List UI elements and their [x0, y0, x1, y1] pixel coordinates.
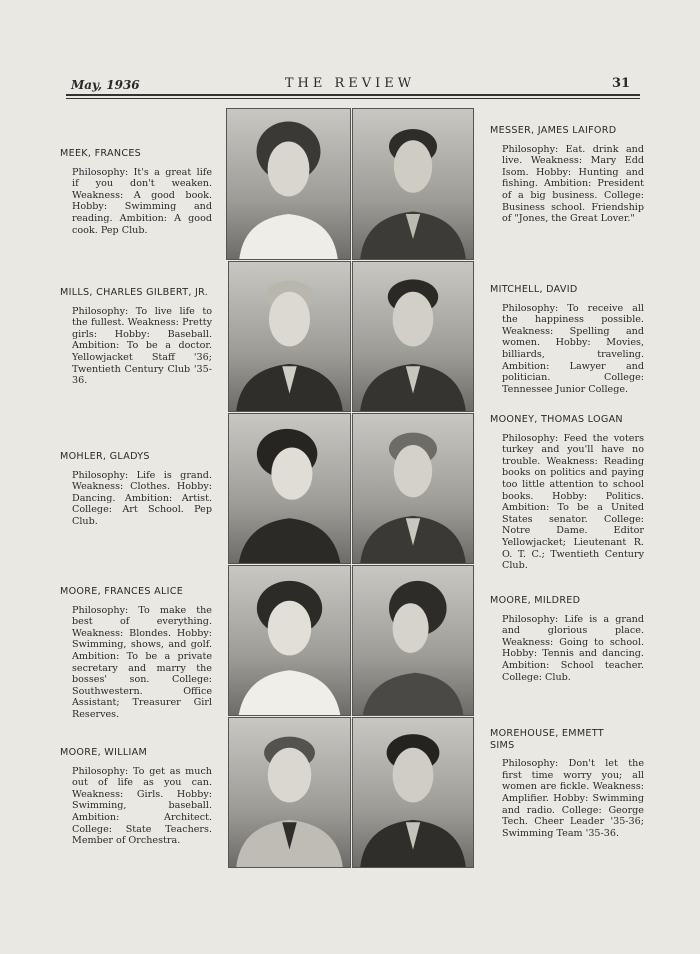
- student-bio: Philosophy: Life is a grand and glorious place. Weakness: Going to school. Hobby: Tennis and dancing. Ambition: School teacher. College: Club.: [502, 613, 644, 683]
- student-entry: [490, 284, 644, 395]
- student-entry: [490, 595, 644, 683]
- portrait-icon: [353, 262, 473, 411]
- student-entry: [60, 747, 212, 847]
- portrait-icon: [229, 414, 350, 563]
- student-entry: [490, 728, 644, 839]
- student-bio: Philosophy: To make the best of everything. Weakness: Blondes. Hobby: Swimming, shows, and golf. Ambition: To be a private secretary and marry the bosses' son. College: Southwestern. Office Assistant; Treasurer Girl Reserves.: [72, 604, 212, 720]
- student-entry: [60, 451, 212, 528]
- student-photo: [226, 108, 351, 260]
- student-bio: Philosophy: To get as much out of life as you can. Weakness: Girls. Hobby: Swimming, baseball. Ambition: Architect. College: State Teachers. Member of Orchestra.: [72, 765, 212, 847]
- student-photo: [228, 717, 351, 868]
- portrait-icon: [229, 718, 350, 867]
- portrait-icon: [353, 109, 473, 259]
- student-name: MEEK, FRANCES: [60, 148, 142, 159]
- student-name: MILLS, CHARLES GILBERT, JR.: [60, 287, 209, 298]
- student-bio: Philosophy: Don't let the first time worry you; all women are fickle. Weakness: Amplifier. Hobby: Swimming and radio. College: George Tech. Cheer Leader '35-36; Swimming Team '35-36.: [502, 758, 644, 839]
- student-name: MOORE, WILLIAM: [60, 747, 148, 758]
- student-photo: [352, 565, 474, 716]
- portrait-icon: [229, 566, 350, 715]
- student-bio: Philosophy: To receive all the happiness possible. Weakness: Spelling and women. Hobby: Movies, billiards, traveling. Ambition: Lawyer and politician. College: Tennessee Junior College.: [502, 302, 644, 395]
- student-entry: [490, 125, 644, 225]
- student-entry: [60, 586, 212, 721]
- student-photo: [352, 261, 474, 412]
- portrait-icon: [353, 414, 473, 563]
- portrait-icon: [227, 109, 350, 259]
- student-photo: [352, 108, 474, 260]
- student-entry: [60, 148, 212, 236]
- student-name: MESSER, JAMES LAIFORD: [490, 125, 617, 136]
- student-bio: Philosophy: Feed the voters turkey and you'll have no trouble. Weakness: Reading books on politics and paying too little attention to school books. Hobby: Politics. Ambition: To be a United States senator. College: Notre Dame. Editor Yellowjacket; Lieutenant R. O. T. C.; Twentieth Century Club.: [502, 432, 644, 572]
- student-name: MOHLER, GLADYS: [60, 451, 150, 462]
- student-bio: Philosophy: To live life to the fullest. Weakness: Pretty girls: Hobby: Baseball. Ambition: To be a doctor. Yellowjacket Staff '36; Twentieth Century Club '35-36.: [72, 305, 212, 387]
- student-name: MOORE, MILDRED: [490, 595, 581, 606]
- student-entry: [60, 287, 212, 387]
- student-name: MOORE, FRANCES ALICE: [60, 586, 184, 597]
- header-rule-thin: [66, 98, 640, 99]
- page-number: 31: [612, 76, 631, 91]
- student-photo: [352, 717, 474, 868]
- portrait-icon: [353, 566, 473, 715]
- student-bio: Philosophy: It's a great life if you don't weaken. Weakness: A good book. Hobby: Swimming and reading. Ambition: A good cook. Pep Club.: [72, 166, 212, 236]
- student-entry: [490, 414, 644, 572]
- student-name: MITCHELL, DAVID: [490, 284, 578, 295]
- issue-date: May, 1936: [71, 78, 140, 92]
- student-bio: Philosophy: Life is grand. Weakness: Clothes. Hobby: Dancing. Ambition: Artist. College: Art School. Pep Club.: [72, 469, 212, 527]
- student-photo: [228, 261, 351, 412]
- header-rule: [66, 94, 640, 96]
- publication-title: THE REVIEW: [284, 76, 416, 91]
- student-photo: [228, 565, 351, 716]
- student-bio: Philosophy: Eat. drink and live. Weakness: Mary Edd Isom. Hobby: Hunting and fishing. Ambition: President of a big business. College: Business school. Friendship of "Jones, the Great Lover.": [502, 143, 644, 225]
- student-photo: [352, 413, 474, 564]
- student-name: MOREHOUSE, EMMETT SIMS: [490, 728, 604, 751]
- student-name: MOONEY, THOMAS LOGAN: [490, 414, 623, 425]
- portrait-icon: [353, 718, 473, 867]
- student-photo: [228, 413, 351, 564]
- portrait-icon: [229, 262, 350, 411]
